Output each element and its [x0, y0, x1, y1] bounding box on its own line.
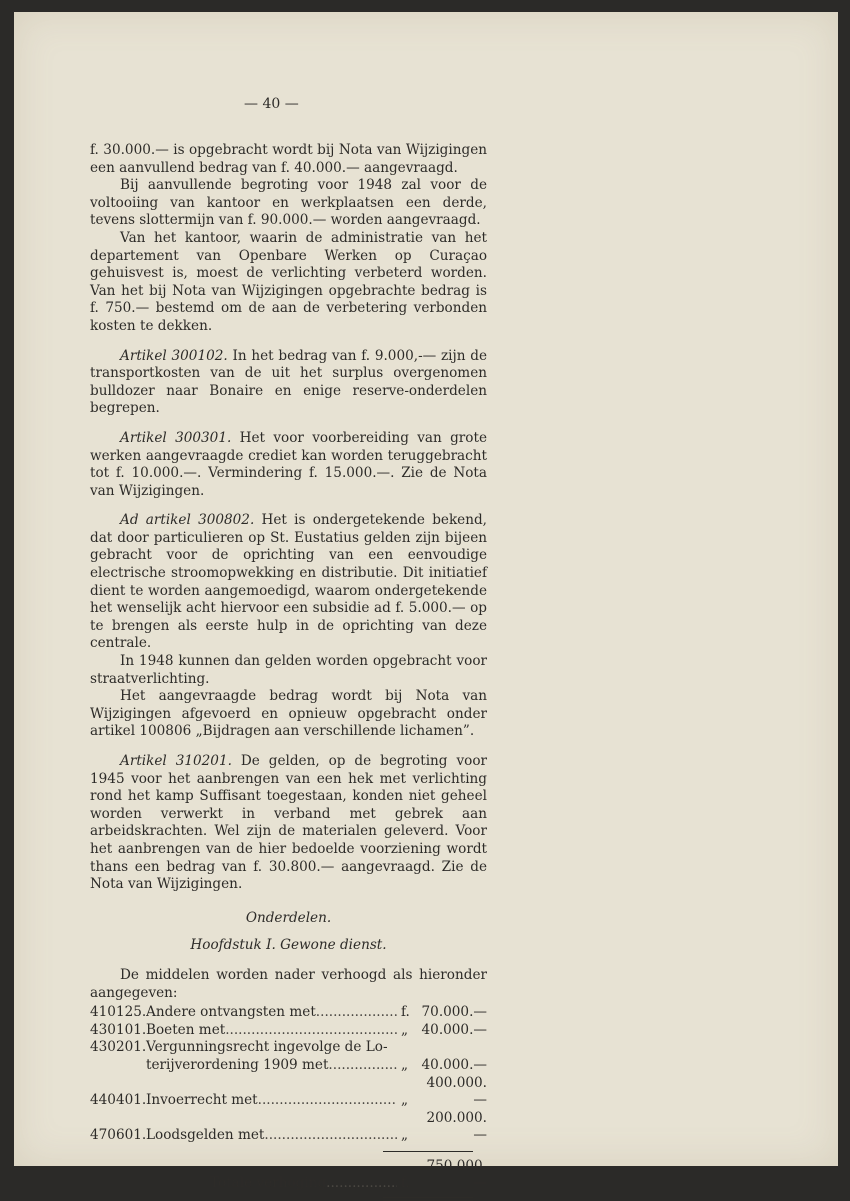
item-code: 440401.	[90, 1092, 147, 1109]
article-300102	[90, 348, 487, 418]
item-code: 430201.	[90, 1039, 147, 1056]
item-description: Boeten met	[146, 1021, 226, 1038]
article-label: Ad artikel 300802.	[120, 512, 255, 529]
table-row	[90, 1110, 487, 1145]
item-description: Vergunningsrecht ingevolge de Lo-	[146, 1039, 388, 1056]
double-underline	[383, 1197, 473, 1201]
table-row	[90, 1075, 487, 1110]
section-heading: Onderdelen.	[245, 909, 332, 926]
section-intro: De middelen worden nader verhoogd als hieronder aangegeven:	[90, 966, 487, 1001]
article-text: In het bedrag van f. 9.000,-— zijn de transportkosten van de uit het surplus overgenomen bulldozer naar Bonaire en enige reserve-onderdelen begrepen.	[90, 347, 487, 417]
currency: f.	[401, 1004, 410, 1021]
item-amount: 40.000.—	[421, 1056, 487, 1073]
article-text: Het is ondergetekende bekend, dat door particulieren op St. Eustatius gelden zijn bijeen gebracht voor de oprichting van een eenvoudige electrische stroomopwekking en distributie. Dit initiatief dient te worden aangemoedigd, waarom ondergetekende het wenselijk acht hiervoor een subsidie ad f. 5.000.— op te brengen als eerste hulp in de oprichting van deze centrale.	[90, 512, 487, 652]
paragraph: In 1948 kunnen dan gelden worden opgebracht voor straatverlichting.	[90, 653, 487, 687]
table-row	[90, 1057, 487, 1075]
paragraph: Het aangevraagde bedrag wordt bij Nota van Wijzigingen afgevoerd en opnieuw opgebracht onder artikel 100806 „Bijdragen aan verschillende lichamen”.	[90, 688, 487, 740]
item-amount: 70.000.—	[421, 1004, 487, 1021]
item-code: 430101.	[90, 1021, 147, 1038]
total-amount: 750.000.—	[426, 1157, 487, 1192]
currency: f.	[401, 1175, 410, 1192]
item-code: 470601.	[90, 1127, 147, 1144]
currency: „	[401, 1021, 409, 1038]
article-text: Het voor voorbereiding van grote werken aangevraagde crediet kan worden teruggebracht tot f. 10.000.—. Vermindering f. 15.000.—. Zie de Nota van Wijzigingen.	[90, 429, 487, 499]
item-code: 410125.	[90, 1004, 147, 1021]
table-row	[90, 1004, 487, 1022]
item-description: Loodsgelden met	[146, 1127, 265, 1144]
body-text	[90, 142, 487, 1201]
currency: „	[401, 1127, 409, 1144]
currency: „	[401, 1092, 409, 1109]
article-label: Artikel 310201.	[120, 753, 232, 769]
article-310201	[90, 753, 487, 894]
item-amount: 40.000.—	[421, 1021, 487, 1038]
table-row	[90, 1022, 487, 1040]
revenue-table	[90, 1004, 487, 1145]
page-number: — 40 —	[244, 96, 299, 112]
total-row	[90, 1158, 487, 1193]
item-description-cont: terijverordening 1909 met	[146, 1056, 329, 1073]
article-300802	[90, 512, 487, 653]
table-row	[90, 1039, 487, 1057]
paragraph: Van het kantoor, waarin de administratie van het departement van Openbare Werken op Curaçao gehuisvest is, moest de verlichting verbeterd worden. Van het bij Nota van Wijzigingen opgebrachte bedrag is f. 750.— bestemd om de aan de verbetering verbonden kosten te dekken.	[90, 229, 487, 334]
article-label: Artikel 300102.	[120, 347, 228, 364]
document-page	[14, 12, 838, 1192]
sum-rule	[383, 1151, 473, 1152]
item-amount: 400.000.—	[426, 1074, 487, 1109]
paragraph: f. 30.000.— is opgebracht wordt bij Nota van Wijzigingen een aanvullend bedrag van f. 40.000.— aangevraagd.	[90, 142, 487, 176]
total-label: Totale verhoging	[210, 1175, 327, 1192]
item-amount: 200.000.—	[426, 1109, 487, 1144]
paragraph: Bij aanvullende begroting voor 1948 zal voor de voltooiing van kantoor en werkplaatsen een derde, tevens slottermijn van f. 90.000.— worden aangevraagd.	[90, 177, 487, 229]
item-description: Andere ontvangsten met	[146, 1004, 316, 1021]
item-description: Invoerrecht met	[146, 1092, 258, 1109]
article-text: De gelden, op de begroting voor 1945 voor het aanbrengen van een hek met verlichting rond het kamp Suffisant toegestaan, konden niet geheel worden verwerkt in verband met gebrek aan arbeidskrachten. Wel zijn de materialen geleverd. Voor het aanbrengen van de hier bedoelde voorziening wordt thans een bedrag van f. 30.800.— aangevraagd. Zie de Nota van Wijzigingen.	[90, 753, 487, 893]
article-label: Artikel 300301.	[120, 429, 232, 446]
chapter-heading: Hoofdstuk I. Gewone dienst.	[190, 937, 387, 954]
article-300301	[90, 430, 487, 500]
currency: „	[401, 1056, 409, 1073]
